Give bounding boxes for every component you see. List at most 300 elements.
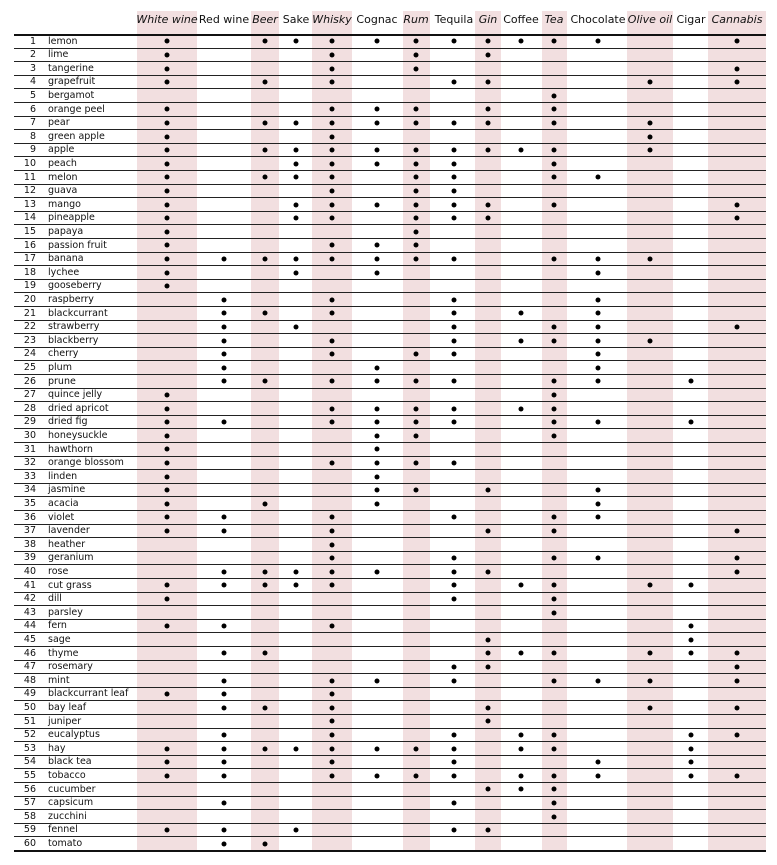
- aroma-dot: [330, 705, 335, 710]
- aroma-dot: [263, 256, 268, 261]
- aroma-dot: [452, 406, 457, 411]
- aroma-dot: [552, 556, 557, 561]
- aroma-dot: [222, 338, 227, 343]
- aroma-dot: [452, 120, 457, 125]
- aroma-dot: [165, 39, 170, 44]
- aroma-dot: [452, 297, 457, 302]
- aroma-dot: [263, 175, 268, 180]
- aroma-dot: [519, 746, 524, 751]
- aroma-dot: [648, 583, 653, 588]
- aroma-dot: [165, 624, 170, 629]
- aroma-name: apple: [48, 144, 75, 156]
- aroma-dot: [222, 297, 227, 302]
- row-rule: [14, 333, 766, 334]
- aroma-dot: [596, 352, 601, 357]
- aroma-dot: [263, 583, 268, 588]
- aroma-dot: [552, 148, 557, 153]
- aroma-dot: [375, 773, 380, 778]
- aroma-dot: [222, 528, 227, 533]
- aroma-dot: [552, 107, 557, 112]
- aroma-dot: [294, 828, 299, 833]
- row-rule: [14, 265, 766, 266]
- aroma-dot: [294, 324, 299, 329]
- aroma-dot: [165, 828, 170, 833]
- aroma-dot: [165, 583, 170, 588]
- row-rule: [14, 619, 766, 620]
- column-header: Cannabis: [711, 13, 763, 26]
- column-band: [542, 11, 567, 852]
- column-header: Cigar: [676, 13, 706, 26]
- aroma-dot: [689, 420, 694, 425]
- aroma-dot: [330, 460, 335, 465]
- aroma-dot: [330, 583, 335, 588]
- aroma-dot: [222, 311, 227, 316]
- column-header: Chocolate: [570, 13, 626, 26]
- aroma-dot: [519, 583, 524, 588]
- aroma-dot: [486, 637, 491, 642]
- row-number: 41: [23, 579, 36, 591]
- aroma-dot: [222, 732, 227, 737]
- row-number: 24: [23, 348, 36, 360]
- column-header: Olive oil: [627, 13, 673, 26]
- row-rule: [14, 660, 766, 661]
- aroma-name: pear: [48, 117, 70, 129]
- row-rule: [14, 279, 766, 280]
- row-rule: [14, 170, 766, 171]
- aroma-dot: [330, 175, 335, 180]
- aroma-name: pineapple: [48, 212, 95, 224]
- column-header: Sake: [282, 13, 310, 26]
- row-number: 21: [23, 307, 36, 319]
- aroma-dot: [165, 120, 170, 125]
- aroma-dot: [486, 651, 491, 656]
- aroma-dot: [552, 420, 557, 425]
- aroma-dot: [330, 692, 335, 697]
- aroma-name: orange blossom: [48, 457, 124, 469]
- aroma-dot: [552, 528, 557, 533]
- row-rule: [14, 238, 766, 239]
- aroma-dot: [263, 39, 268, 44]
- aroma-dot: [294, 161, 299, 166]
- row-number: 39: [23, 552, 36, 564]
- aroma-dot: [735, 651, 740, 656]
- row-rule: [14, 88, 766, 89]
- aroma-dot: [735, 732, 740, 737]
- aroma-name: fern: [48, 620, 67, 632]
- aroma-dot: [330, 746, 335, 751]
- aroma-dot: [222, 841, 227, 846]
- aroma-dot: [375, 746, 380, 751]
- aroma-dot: [165, 107, 170, 112]
- aroma-name: banana: [48, 253, 84, 265]
- aroma-name: parsley: [48, 606, 83, 618]
- row-number: 14: [23, 212, 36, 224]
- aroma-name: dried fig: [48, 416, 88, 428]
- aroma-name: honeysuckle: [48, 429, 108, 441]
- aroma-name: plum: [48, 361, 72, 373]
- row-number: 46: [23, 647, 36, 659]
- aroma-dot: [165, 420, 170, 425]
- aroma-name: rosemary: [48, 661, 93, 673]
- aroma-dot: [165, 692, 170, 697]
- aroma-dot: [735, 556, 740, 561]
- aroma-dot: [596, 175, 601, 180]
- aroma-name: acacia: [48, 497, 79, 509]
- aroma-dot: [165, 596, 170, 601]
- aroma-dot: [165, 216, 170, 221]
- aroma-dot: [414, 107, 419, 112]
- row-number: 50: [23, 701, 36, 713]
- aroma-dot: [222, 515, 227, 520]
- aroma-dot: [375, 433, 380, 438]
- aroma-dot: [552, 433, 557, 438]
- aroma-dot: [222, 256, 227, 261]
- row-number: 22: [23, 321, 36, 333]
- aroma-dot: [375, 120, 380, 125]
- aroma-dot: [648, 134, 653, 139]
- aroma-dot: [452, 175, 457, 180]
- aroma-name: hay: [48, 742, 66, 754]
- row-number: 25: [23, 361, 36, 373]
- aroma-dot: [648, 120, 653, 125]
- aroma-dot: [414, 120, 419, 125]
- aroma-name: mango: [48, 198, 81, 210]
- row-number: 6: [29, 103, 36, 115]
- row-number: 19: [23, 280, 36, 292]
- row-rule: [14, 537, 766, 538]
- aroma-name: lychee: [48, 266, 80, 278]
- aroma-dot: [735, 202, 740, 207]
- aroma-dot: [552, 120, 557, 125]
- aroma-dot: [552, 392, 557, 397]
- row-rule: [14, 768, 766, 769]
- row-rule: [14, 116, 766, 117]
- aroma-name: tangerine: [48, 62, 94, 74]
- row-rule: [14, 646, 766, 647]
- aroma-dot: [596, 556, 601, 561]
- aroma-dot: [519, 787, 524, 792]
- aroma-dot: [735, 66, 740, 71]
- aroma-dot: [689, 379, 694, 384]
- row-number: 30: [23, 429, 36, 441]
- aroma-dot: [519, 406, 524, 411]
- aroma-dot: [452, 746, 457, 751]
- aroma-dot: [165, 161, 170, 166]
- column-band: [708, 11, 766, 852]
- aroma-dot: [222, 583, 227, 588]
- aroma-dot: [222, 760, 227, 765]
- column-header: Coffee: [503, 13, 539, 26]
- aroma-dot: [294, 583, 299, 588]
- aroma-dot: [165, 406, 170, 411]
- aroma-dot: [330, 202, 335, 207]
- row-rule: [14, 360, 766, 361]
- aroma-dot: [330, 352, 335, 357]
- aroma-dot: [330, 569, 335, 574]
- aroma-name: zucchini: [48, 810, 87, 822]
- aroma-name: raspberry: [48, 293, 94, 305]
- aroma-dot: [165, 501, 170, 506]
- aroma-dot: [552, 610, 557, 615]
- aroma-dot: [375, 39, 380, 44]
- aroma-dot: [165, 528, 170, 533]
- aroma-dot: [375, 243, 380, 248]
- aroma-dot: [596, 420, 601, 425]
- aroma-name: bay leaf: [48, 701, 87, 713]
- aroma-dot: [375, 161, 380, 166]
- aroma-dot: [735, 324, 740, 329]
- aroma-dot: [165, 270, 170, 275]
- aroma-dot: [648, 705, 653, 710]
- row-rule: [14, 61, 766, 62]
- aroma-dot: [330, 556, 335, 561]
- aroma-dot: [735, 80, 740, 85]
- row-rule: [14, 415, 766, 416]
- aroma-name: grapefruit: [48, 76, 96, 88]
- aroma-dot: [552, 651, 557, 656]
- row-number: 28: [23, 402, 36, 414]
- row-rule: [14, 551, 766, 552]
- row-number: 34: [23, 484, 36, 496]
- aroma-dot: [486, 107, 491, 112]
- aroma-dot: [222, 379, 227, 384]
- row-number: 10: [23, 157, 36, 169]
- aroma-dot: [452, 828, 457, 833]
- aroma-dot: [294, 120, 299, 125]
- aroma-dot: [552, 583, 557, 588]
- row-rule: [14, 700, 766, 701]
- row-number: 12: [23, 185, 36, 197]
- aroma-name: tobacco: [48, 769, 86, 781]
- aroma-dot: [294, 175, 299, 180]
- column-header: Tequila: [434, 13, 474, 26]
- row-rule: [14, 428, 766, 429]
- aroma-dot: [165, 256, 170, 261]
- aroma-dot: [414, 202, 419, 207]
- aroma-dot: [330, 773, 335, 778]
- row-number: 29: [23, 416, 36, 428]
- aroma-name: blackcurrant leaf: [48, 688, 129, 700]
- aroma-dot: [452, 148, 457, 153]
- aroma-dot: [375, 460, 380, 465]
- aroma-dot: [552, 175, 557, 180]
- row-rule: [14, 184, 766, 185]
- aroma-dot: [689, 583, 694, 588]
- aroma-dot: [263, 651, 268, 656]
- row-rule: [14, 388, 766, 389]
- aroma-name: rose: [48, 565, 69, 577]
- aroma-dot: [414, 216, 419, 221]
- aroma-dot: [452, 596, 457, 601]
- aroma-dot: [519, 732, 524, 737]
- aroma-dot: [330, 528, 335, 533]
- aroma-dot: [552, 678, 557, 683]
- row-number: 20: [23, 293, 36, 305]
- aroma-dot: [452, 556, 457, 561]
- row-number: 13: [23, 198, 36, 210]
- row-number: 26: [23, 375, 36, 387]
- aroma-dot: [263, 311, 268, 316]
- row-number: 37: [23, 525, 36, 537]
- aroma-dot: [735, 678, 740, 683]
- aroma-dot: [552, 732, 557, 737]
- aroma-dot: [735, 39, 740, 44]
- aroma-name: eucalyptus: [48, 729, 100, 741]
- aroma-dot: [519, 338, 524, 343]
- aroma-dot: [263, 841, 268, 846]
- aroma-dot: [222, 624, 227, 629]
- column-header: White wine: [136, 13, 198, 26]
- aroma-dot: [648, 338, 653, 343]
- aroma-dot: [648, 651, 653, 656]
- aroma-dot: [596, 678, 601, 683]
- column-band: [475, 11, 501, 852]
- aroma-dot: [165, 488, 170, 493]
- aroma-dot: [596, 501, 601, 506]
- row-rule: [14, 496, 766, 497]
- row-number: 59: [23, 824, 36, 836]
- aroma-dot: [222, 773, 227, 778]
- aroma-dot: [596, 773, 601, 778]
- aroma-dot: [263, 80, 268, 85]
- aroma-dot: [486, 148, 491, 153]
- aroma-dot: [165, 66, 170, 71]
- column-band: [251, 11, 279, 852]
- row-number: 49: [23, 688, 36, 700]
- aroma-dot: [596, 760, 601, 765]
- aroma-dot: [375, 148, 380, 153]
- aroma-dot: [735, 773, 740, 778]
- aroma-dot: [648, 80, 653, 85]
- aroma-dot: [596, 365, 601, 370]
- aroma-dot: [596, 311, 601, 316]
- aroma-name: violet: [48, 511, 75, 523]
- aroma-dot: [452, 188, 457, 193]
- aroma-dot: [552, 773, 557, 778]
- aroma-dot: [330, 148, 335, 153]
- aroma-dot: [165, 134, 170, 139]
- aroma-name: cherry: [48, 348, 79, 360]
- aroma-dot: [552, 324, 557, 329]
- aroma-dot: [519, 651, 524, 656]
- row-rule: [14, 578, 766, 579]
- aroma-name: orange peel: [48, 103, 105, 115]
- row-rule: [14, 796, 766, 797]
- aroma-dot: [452, 583, 457, 588]
- aroma-dot: [330, 420, 335, 425]
- aroma-dot: [222, 365, 227, 370]
- row-rule: [14, 524, 766, 525]
- row-rule: [14, 129, 766, 130]
- row-number: 40: [23, 565, 36, 577]
- aroma-dot: [414, 352, 419, 357]
- aroma-name: bergamot: [48, 89, 95, 101]
- aroma-name: tomato: [48, 837, 83, 849]
- row-number: 17: [23, 253, 36, 265]
- aroma-dot: [263, 501, 268, 506]
- aroma-dot: [689, 773, 694, 778]
- aroma-dot: [519, 773, 524, 778]
- aroma-dot: [689, 760, 694, 765]
- aroma-dot: [552, 256, 557, 261]
- aroma-name: juniper: [48, 715, 82, 727]
- aroma-name: papaya: [48, 225, 84, 237]
- aroma-dot: [552, 814, 557, 819]
- aroma-dot: [689, 651, 694, 656]
- row-rule: [14, 823, 766, 824]
- aroma-dot: [165, 188, 170, 193]
- aroma-dot: [452, 202, 457, 207]
- aroma-dot: [552, 800, 557, 805]
- row-number: 23: [23, 334, 36, 346]
- aroma-dot: [330, 297, 335, 302]
- aroma-dot: [414, 379, 419, 384]
- row-number: 53: [23, 742, 36, 754]
- aroma-dot: [330, 732, 335, 737]
- aroma-dot: [452, 460, 457, 465]
- aroma-name: heather: [48, 538, 86, 550]
- aroma-dot: [375, 501, 380, 506]
- aroma-name: cucumber: [48, 783, 96, 795]
- aroma-dot: [486, 787, 491, 792]
- row-rule: [14, 673, 766, 674]
- aroma-dot: [486, 488, 491, 493]
- row-number: 60: [23, 837, 36, 849]
- aroma-dot: [375, 202, 380, 207]
- aroma-dot: [330, 256, 335, 261]
- aroma-dot: [375, 447, 380, 452]
- aroma-dot: [330, 243, 335, 248]
- row-number: 5: [29, 89, 36, 101]
- aroma-dot: [375, 379, 380, 384]
- aroma-name: jasmine: [48, 484, 86, 496]
- aroma-name: dill: [48, 593, 62, 605]
- aroma-dot: [452, 216, 457, 221]
- aroma-dot: [648, 148, 653, 153]
- aroma-dot: [330, 542, 335, 547]
- aroma-name: melon: [48, 171, 78, 183]
- row-rule: [14, 75, 766, 76]
- aroma-dot: [222, 420, 227, 425]
- aroma-dot: [165, 52, 170, 57]
- row-rule: [14, 401, 766, 402]
- aroma-dot: [596, 515, 601, 520]
- aroma-dot: [165, 175, 170, 180]
- aroma-dot: [486, 120, 491, 125]
- aroma-dot: [452, 256, 457, 261]
- aroma-dot: [452, 773, 457, 778]
- aroma-dot: [165, 515, 170, 520]
- aroma-dot: [222, 746, 227, 751]
- aroma-dot: [452, 515, 457, 520]
- aroma-dot: [486, 80, 491, 85]
- row-number: 9: [29, 144, 36, 156]
- aroma-name: hawthorn: [48, 443, 93, 455]
- row-rule: [14, 306, 766, 307]
- aroma-dot: [222, 352, 227, 357]
- aroma-dot: [735, 664, 740, 669]
- aroma-dot: [486, 52, 491, 57]
- row-rule: [14, 782, 766, 783]
- aroma-dot: [222, 800, 227, 805]
- aroma-dot: [375, 569, 380, 574]
- aroma-dot: [552, 596, 557, 601]
- aroma-dot: [552, 515, 557, 520]
- column-header: Beer: [252, 13, 278, 26]
- row-number: 11: [23, 171, 36, 183]
- aroma-dot: [263, 379, 268, 384]
- aroma-dot: [165, 746, 170, 751]
